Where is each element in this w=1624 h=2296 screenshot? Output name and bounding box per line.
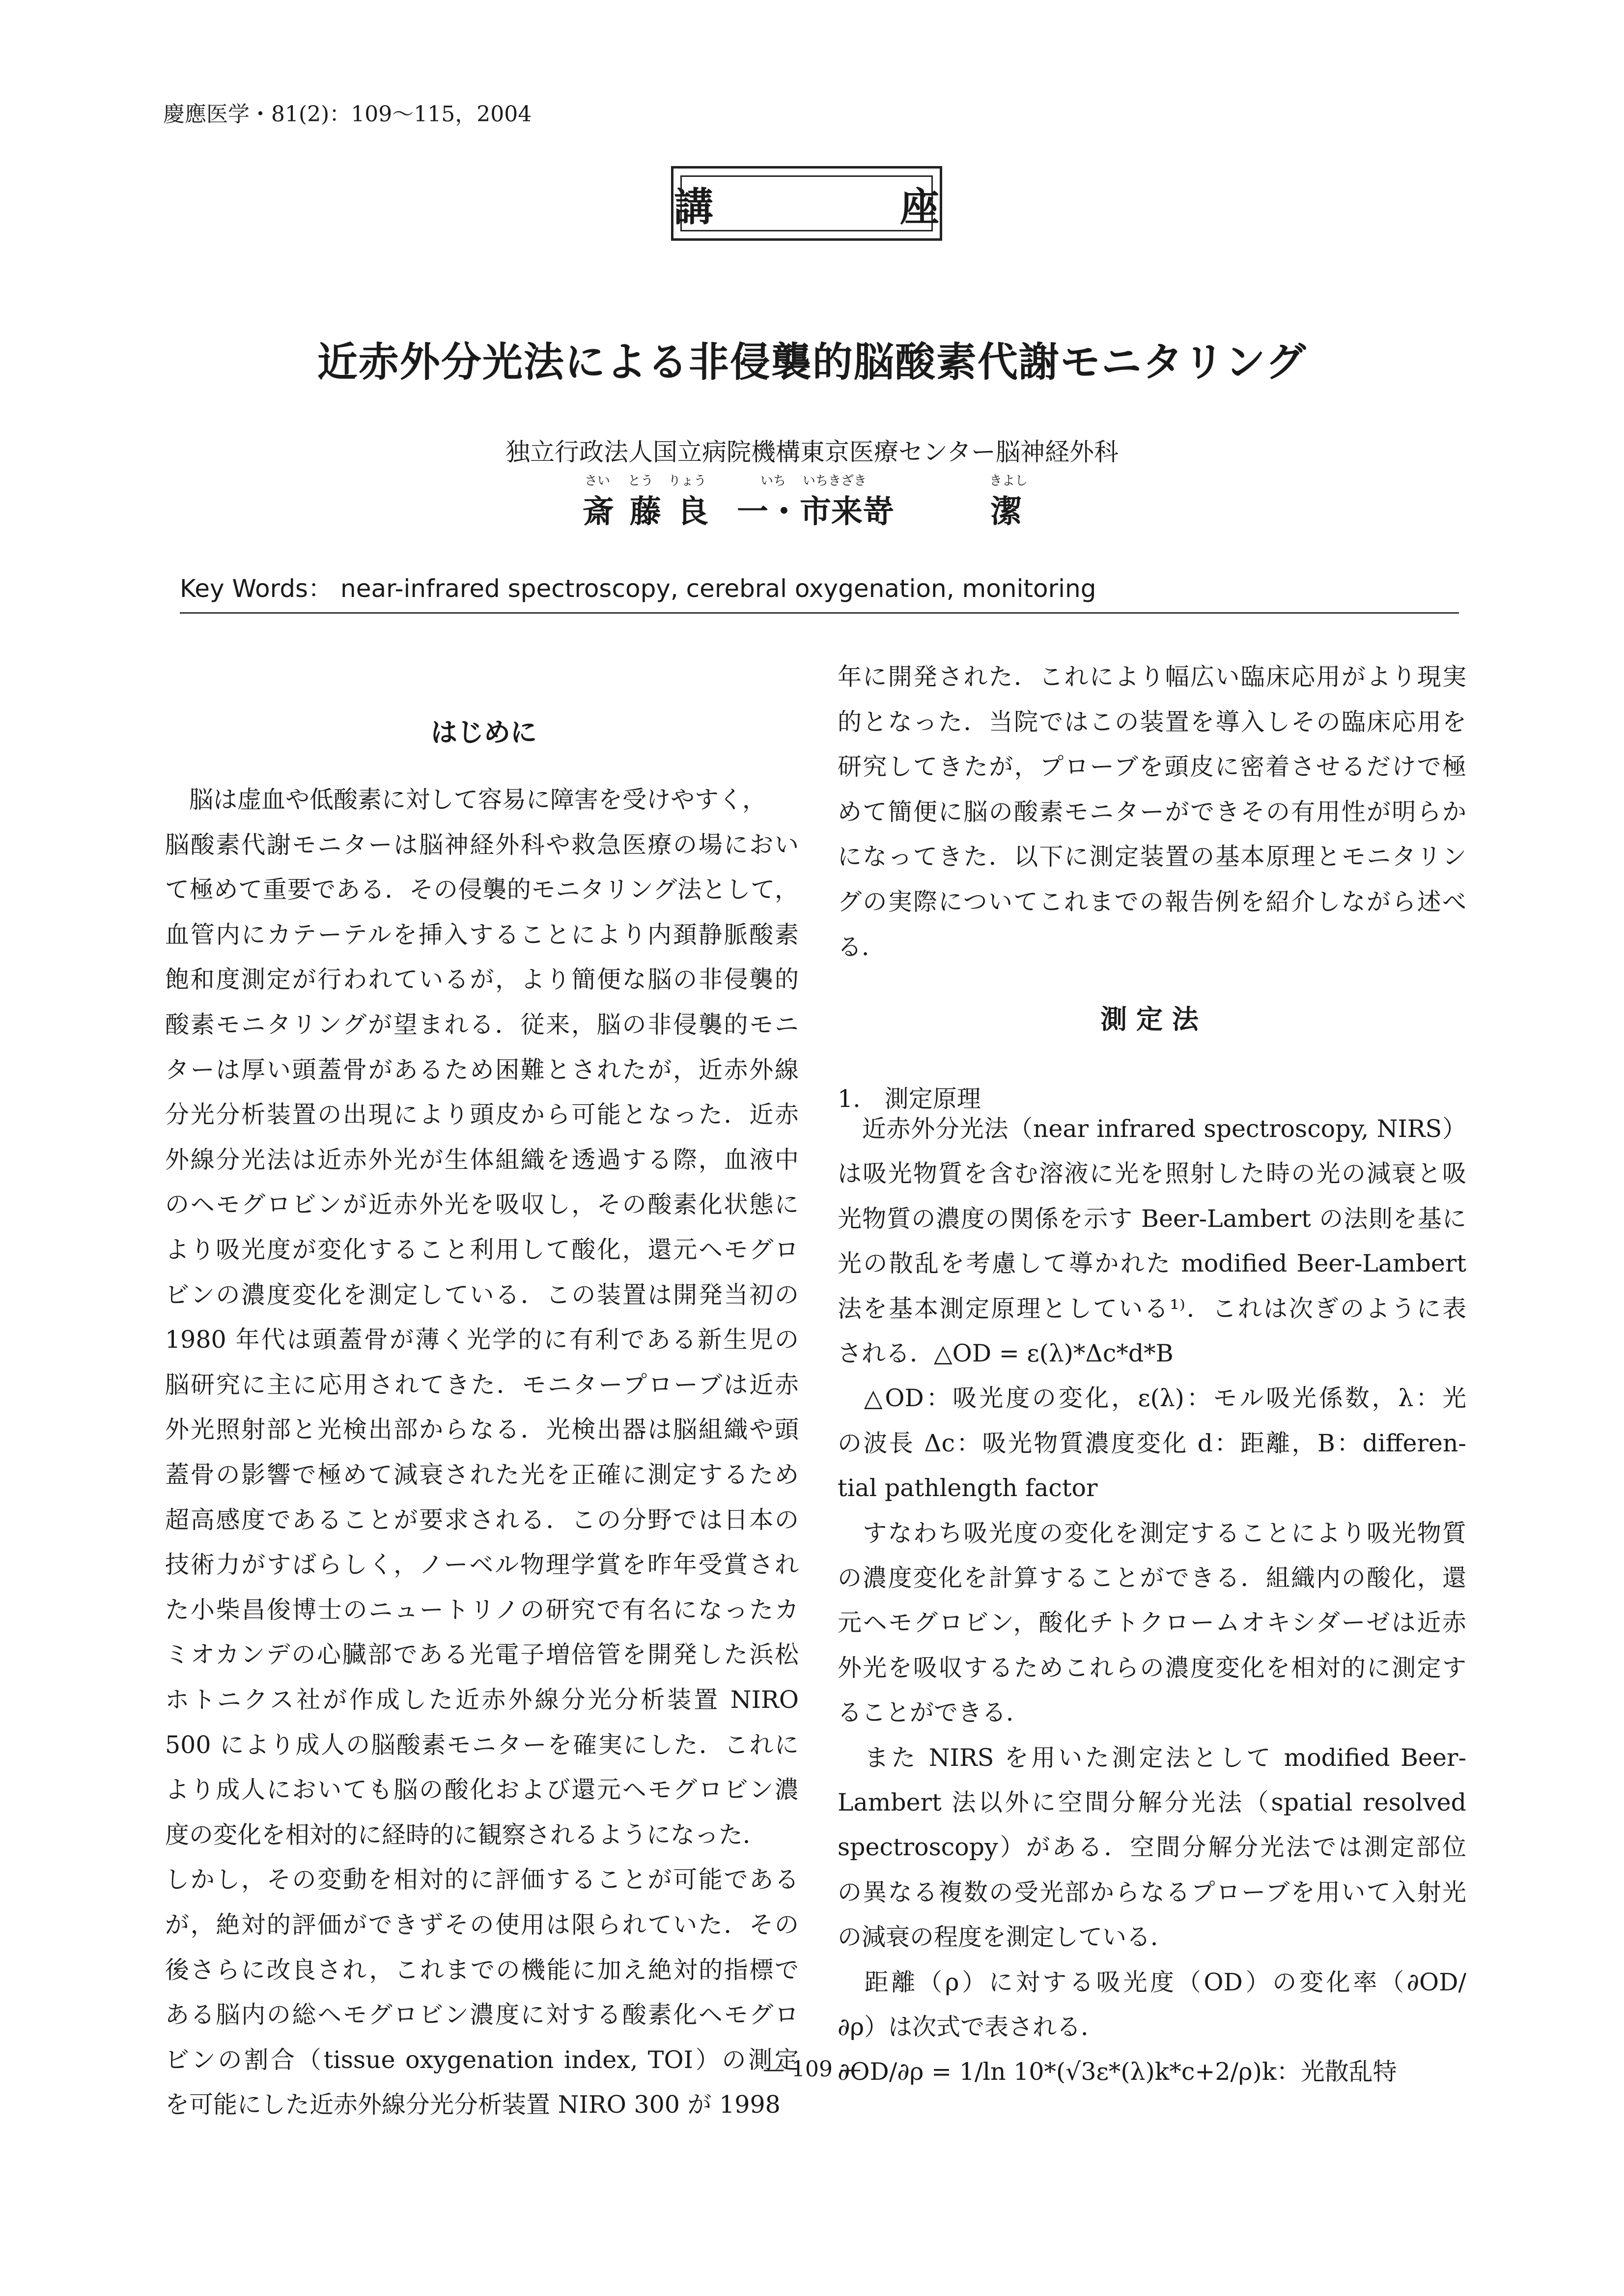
text-line: る． [838,933,886,961]
text-line: 脳酸素代謝モニターは脳神経外科や救急医療の場におい [165,830,799,859]
text-line: 距離（ρ）に対する吸光度（OD）の変化率（∂OD/ [838,1968,1466,1996]
text-line: ホトニクス社が作成した近赤外線分光分析装置 NIRO [165,1686,799,1714]
author-ruby: いちきざき [803,474,867,488]
text-line: の異なる複数の受光部からなるプローブを用いて入射光 [838,1878,1466,1906]
text-line: 外光を吸収するためこれらの濃度変化を相対的に測定す [838,1653,1466,1682]
text-line: 光物質の濃度の関係を示す Beer-Lambert の法則を基に [838,1204,1466,1233]
text-line: 法を基本測定原理としている¹⁾．これは次ぎのように表 [838,1294,1466,1323]
text-line: しかし，その変動を相対的に評価することが可能である [165,1866,799,1894]
text-line: 技術力がすばらしく，ノーベル物理学賞を昨年受賞され [165,1551,799,1579]
page-number: — 109 — [763,2057,861,2082]
text-line: は吸光物質を含む溶液に光を照射した時の光の減衰と吸 [838,1160,1466,1188]
author-ruby: とう [628,474,654,488]
keywords-text: near-infrared spectroscopy, cerebral oxygenation, monitoring [340,574,1096,603]
author-ruby: きよし [989,474,1028,488]
text-line: 度の変化を相対的に経時的に観察されるようになった． [165,1820,767,1849]
text-line: より成人においても脳の酸化および還元ヘモグロビン濃 [165,1776,799,1804]
text-line: ターは厚い頭蓋骨があるため困難とされたが，近赤外線 [165,1055,799,1084]
text-line: また NIRS を用いた測定法として modified Beer- [838,1743,1466,1772]
text-line: 光の散乱を考慮して導かれた modified Beer-Lambert [838,1249,1466,1278]
text-line: の減衰の程度を測定している． [838,1923,1175,1952]
text-line: ビンの割合（tissue oxygenation index, TOI）の測定 [165,2045,799,2074]
text-line: 蓋骨の影響で極めて減衰された光を正確に測定するため [165,1461,799,1489]
text-line: のヘモグロビンが近赤外光を吸収し，その酸素化状態に [165,1191,799,1219]
text-line: 後さらに改良され，これまでの機能に加え絶対的指標で [165,1956,799,1984]
section-label-box [671,166,1013,241]
subheading-principle: 1. 測定原理 [838,1085,981,1113]
text-line: 近赤外分光法（near infrared spectroscopy, NIRS） [838,1115,1466,1143]
text-line: 超高感度であることが要求される．この分野では日本の [165,1505,799,1534]
text-line: tial pathlength factor [838,1474,1098,1502]
text-line: ビンの濃度変化を測定している．この装置は開発当初の [165,1280,799,1309]
text-line: が，絶対的評価ができずその使用は限られていた．その [165,1911,799,1939]
text-line: 的となった．当院ではこの装置を導入しその臨床応用を [838,708,1466,736]
text-line: より吸光度が変化すること利用して酸化，還元ヘモグロ [165,1236,799,1264]
text-line: 脳研究に主に応用されてきた．モニタープローブは近赤 [165,1370,799,1399]
text-line: 酸素モニタリングが望まれる．従来，脳の非侵襲的モニ [165,1011,799,1039]
author-name: 潔 [990,494,1022,530]
author-ruby: いち [760,474,786,488]
author-name: 藤 [630,494,661,530]
text-line: △OD：吸光度の変化，ε(λ)：モル吸光係数，λ：光 [838,1384,1466,1413]
text-line: になってきた．以下に測定装置の基本原理とモニタリン [838,843,1466,871]
text-line: される．△OD = ε(λ)*Δc*d*B [838,1339,1174,1367]
text-line: の波長 Δc：吸光物質濃度変化 d：距離，B：differen- [838,1429,1466,1457]
text-line: て極めて重要である．その侵襲的モニタリング法として， [165,876,799,904]
section-label: 講 座 [674,184,1013,230]
keywords-label: Key Words： [180,574,333,603]
author-ruby: りょう [668,474,707,488]
text-line: 脳は虚血や低酸素に対して容易に障害を受けやすく， [165,786,767,814]
author-name: 斎 [583,494,614,530]
author-ruby: さい [585,474,611,488]
text-line: の濃度変化を計算することができる．組織内の酸化，還 [838,1564,1466,1592]
text-line: 年に開発された．これにより幅広い臨床応用がより現実 [838,663,1466,691]
text-line: 分光分析装置の出現により頭皮から可能となった．近赤 [165,1101,799,1129]
text-line: ∂ρ）は次式で表される． [838,2013,1105,2041]
text-line: を可能にした近赤外線分光分析装置 NIRO 300 が 1998 [165,2091,781,2119]
text-line: spectroscopy）がある．空間分解分光法では測定部位 [838,1833,1466,1862]
author-name: 一・市来嵜 [737,494,894,530]
heading-methods: 測 定 法 [1100,1004,1199,1035]
text-line: めて簡便に脳の酸素モニターができその有用性が明らか [838,797,1466,826]
text-line: 500 により成人の脳酸素モニターを確実にした．これに [165,1730,799,1759]
text-line: ∂OD/∂ρ = 1/ln 10*(√3ε*(λ)k*c+2/ρ)k：光散乱特 [838,2058,1397,2086]
affiliation: 独立行政法人国立病院機構東京医療センター脳神経外科 [505,438,1119,466]
text-line: グの実際についてこれまでの報告例を紹介しながら述べ [838,888,1466,916]
journal-citation: 慶應医学・81(2)：109～115，2004 [163,102,532,127]
text-line: ある脳内の総ヘモグロビン濃度に対する酸素化ヘモグロ [165,2001,799,2029]
header-divider [180,612,1459,614]
text-line: ミオカンデの心臓部である光電子増倍管を開発した浜松 [165,1641,799,1669]
text-line: すなわち吸光度の変化を測定することにより吸光物質 [838,1519,1466,1547]
text-line: 外線分光法は近赤外光が生体組織を透過する際，血液中 [165,1145,799,1174]
text-line: Lambert 法以外に空間分解分光法（spatial resolved [838,1788,1466,1816]
article-title: 近赤外分光法による非侵襲的脳酸素代謝モニタリング [317,339,1307,386]
heading-introduction: はじめに [431,717,537,748]
text-line: た小柴昌俊博士のニュートリノの研究で有名になったカ [165,1595,799,1624]
text-line: ることができる． [838,1699,1031,1727]
text-line: 外光照射部と光検出部からなる．光検出器は脳組織や頭 [165,1416,799,1444]
author-name: 良 [677,494,708,530]
text-line: 血管内にカテーテルを挿入することにより内頚静脈酸素 [165,920,799,949]
text-line: 飽和度測定が行われているが，より簡便な脳の非侵襲的 [165,965,799,994]
keywords [180,569,1096,604]
text-line: 元ヘモグロビン，酸化チトクロームオキシダーゼは近赤 [838,1609,1466,1637]
text-line: 1980 年代は頭蓋骨が薄く光学的に有利である新生児の [165,1326,799,1354]
text-line: 研究してきたが，プローブを頭皮に密着させるだけで極 [838,753,1466,781]
